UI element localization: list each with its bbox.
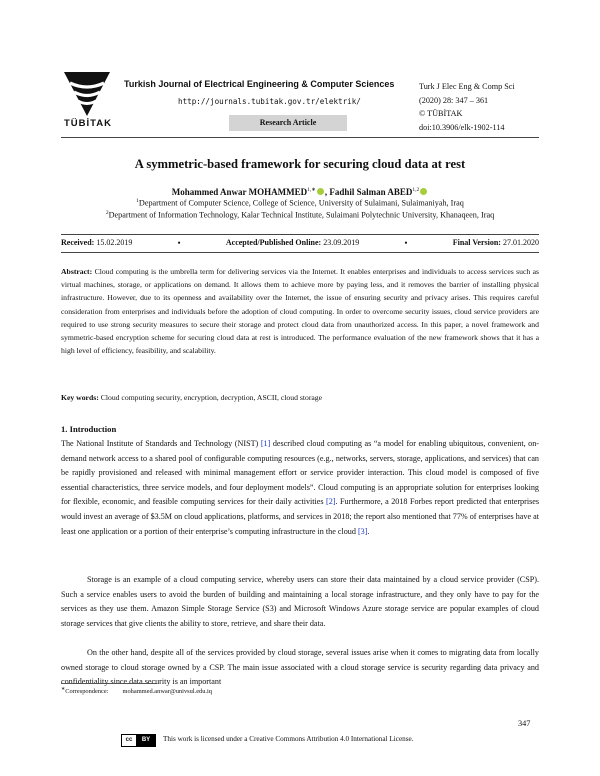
body-paragraph: The National Institute of Standards and Technology (NIST) [1] described cloud computing as “a model for enabling ubiquitous, convenient, on-demand network access to a shared pool of configurable computing resources (e.g., networks, servers, storage, applications, and services) that can be rapidly provisioned and released with minimal management effort or service provider interaction. This cloud model is composed of five essential characteristics, three service models, and four deployment models”. Cloud computing is an appropriate solution for enterprises looking for flexible, economic, and feasible computing services for their daily activities [2]. Furthermore, a 2018 Forbes report predicted that enterprises would invest an average of $3.5M on cloud applications, platforms, and services in 2018; the report also mentioned that 77% of enterprises have at least one application or a portion of their enterprise’s computing infrastructure in the cloud [3]. [61,439,540,536]
final-date: Final Version: 27.01.2020 [452,238,539,247]
bullet-separator: • [404,238,408,248]
citation-link[interactable]: [2] [326,497,336,507]
copyright: © TÜBİTAK [419,109,463,118]
orcid-icon[interactable] [317,188,324,195]
section-heading: 1. Introduction [61,424,117,434]
citation-link[interactable]: [3] [357,526,368,536]
cc-by-license-icon[interactable]: cc BY [121,734,156,747]
dates-bottom-divider [61,252,539,253]
journal-name: Turkish Journal of Electrical Engineering & Computer Sciences [124,79,395,89]
author-superscript: 1,∗ [307,187,316,193]
abstract [61,265,539,357]
doi-link[interactable]: doi:10.3906/elk-1902-114 [419,122,505,132]
header-divider [61,137,539,138]
author-name: Fadhil Salman ABED [329,187,413,197]
publisher-logo-text: TÜBİTAK [64,118,112,129]
abstract-label: Abstract: [61,267,93,276]
author-list [61,187,539,197]
bullet-separator: • [177,238,181,248]
author-superscript: 1,2 [412,187,420,193]
license-text: This work is licensed under a Creative Commons Attribution 4.0 International License. [163,735,414,743]
correspondence-email[interactable]: mohammed.anwar@univsul.edu.iq [122,688,212,696]
keywords-text: Cloud computing security, encryption, decryption, ASCII, cloud storage [100,393,323,402]
received-date: Received: 15.02.2019 [61,238,133,247]
orcid-icon[interactable] [420,188,427,195]
author-separator: , [324,187,328,197]
publication-dates [61,238,539,248]
body-paragraph: On the other hand, despite all of the services provided by cloud storage, several issues arise when it comes to migrating data from locally owned storage to cloud storage owned by a CSP. The main issue associated with a cloud storage service is security regarding data privacy and confidentiality since data security is an important [61,648,539,687]
body-paragraph: Storage is an example of a cloud computing service, whereby users can store their data maintained by a cloud service provider (CSP). Such a service enables users to avoid the burden of building and maintaining a local storage infrastructure, and they only have to pay for the services as they use them. Amazon Simple Storage Service (S3) and Microsoft Windows Azure storage service are popular examples of cloud storage services that give clients the ability to store, retrieve, and share their data. [61,575,539,628]
footnote-divider [61,683,157,684]
affiliation: $^2$Department of Information Technology, Kalar Technical Institute, Sulaimani Polytechnic University, Khanaqeen, Iraq [105,210,495,220]
correspondence-footnote: ∗Correspondence: mohammed.anwar@univsul.edu.iq [61,687,212,696]
keywords-label: Key words: [61,393,99,402]
abstract-text: Cloud computing is the umbrella term for delivering services via the Internet. It enables enterprises and individuals to access services such as virtual machines, storage, or applications on demand. It allows them to achieve more by paying less, and it removes the barrier of installing physical infrastructure. However, due to its openness and availability over the Internet, the issue of ensuring security and privacy arises. This requires careful consideration from enterprises and individuals before the adoption of cloud computing. In order to overcome security issues, cloud service providers are required to use strong security measures to secure their storage and protect cloud data from unauthorized access. In this paper, a novel framework and symmetric-based encryption scheme for securing cloud data at rest is introduced. The performance evaluation of the new framework shows that it has a high level of efficiency, feasibility, and scalability. [61,267,540,356]
dates-top-divider [61,234,539,235]
affiliation: $^1$Department of Computer Science, College of Science, University of Sulaimani, Sulaimaniyah, Iraq [136,198,464,208]
keywords [61,393,539,402]
page-number: 347 [518,719,531,728]
author-name: Mohammed Anwar MOHAMMED [171,187,308,197]
tubitak-logo-icon [62,70,112,118]
accepted-date: Accepted/Published Online: 23.09.2019 [225,238,360,247]
citation: Turk J Elec Eng & Comp Sci [419,82,515,91]
journal-url-link[interactable]: http://journals.tubitak.gov.tr/elektrik/ [178,97,361,106]
paper-title: A symmetric-based framework for securing cloud data at rest [134,157,466,171]
volume-pages: (2020) 28: 347 – 361 [419,95,489,105]
citation-link[interactable]: [1] [260,439,271,448]
citation-info [419,80,515,134]
article-type-badge: Research Article [229,115,347,131]
